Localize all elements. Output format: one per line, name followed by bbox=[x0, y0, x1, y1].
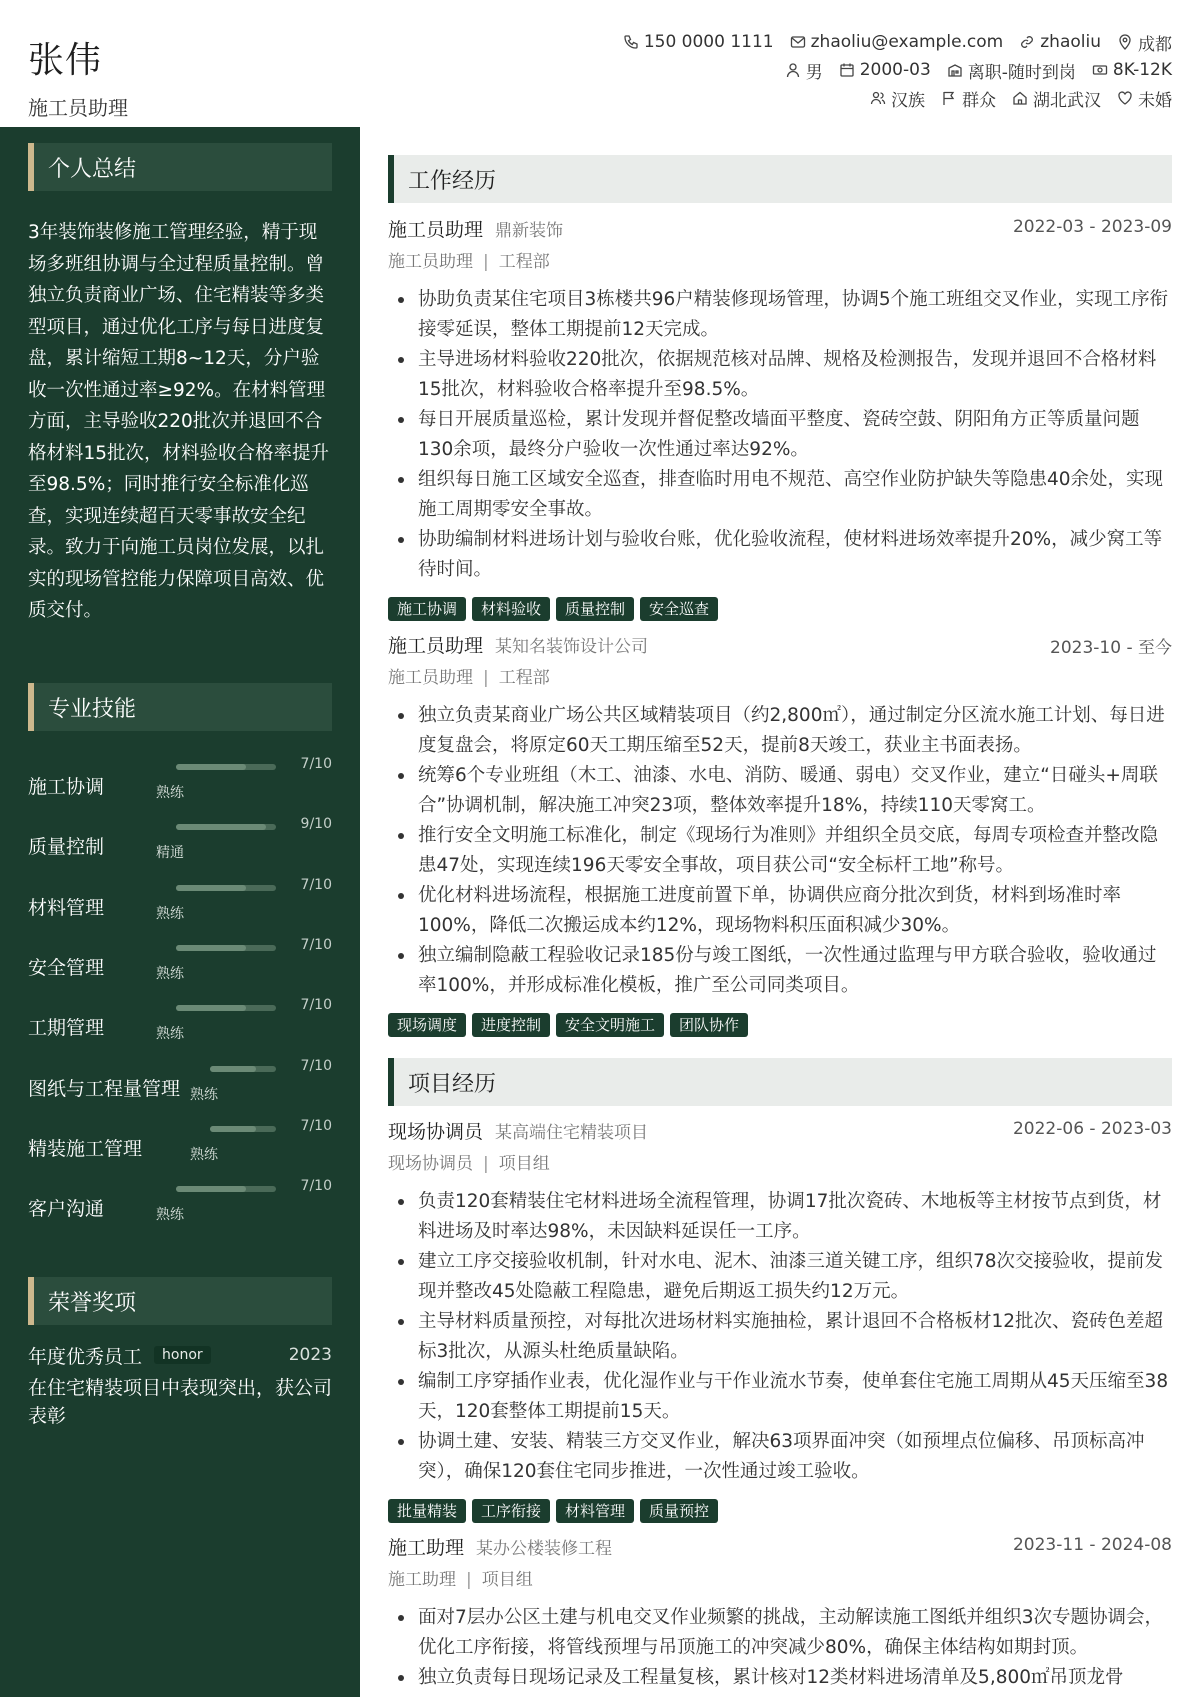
money-icon bbox=[1092, 62, 1108, 78]
building-icon bbox=[947, 62, 963, 78]
bullet-item: 负责120套精装住宅材料进场全流程管理，协调17批次瓷砖、木地板等主材按节点到货，材料进场及时率达98%，未因缺料延误任一工序。 bbox=[388, 1187, 1172, 1247]
bullet-item: 独立编制隐蔽工程验收记录185份与竣工图纸，一次性通过监理与甲方联合验收，验收通过率100%，并形成标准化模板，推广至公司同类项目。 bbox=[388, 941, 1172, 1001]
tag: 施工协调 bbox=[388, 597, 466, 621]
candidate-role: 施工员助理 bbox=[28, 96, 128, 120]
skill-name: 精装施工管理 bbox=[28, 1137, 143, 1160]
skill-level: 熟练 bbox=[190, 1086, 218, 1103]
calendar-icon bbox=[839, 62, 855, 78]
work-entry bbox=[388, 215, 1172, 621]
heart-icon bbox=[1117, 90, 1133, 106]
tag: 现场调度 bbox=[388, 1013, 466, 1037]
phone-icon bbox=[623, 34, 639, 50]
skill-name: 质量控制 bbox=[28, 836, 105, 859]
entry-header bbox=[388, 1533, 1172, 1563]
hometown: 湖北武汉 bbox=[1012, 86, 1101, 111]
contact-row bbox=[623, 56, 1172, 84]
skill-bar-fill bbox=[176, 885, 246, 891]
honor-year: 2023 bbox=[288, 1345, 332, 1365]
skill-bar bbox=[176, 824, 276, 830]
person-icon bbox=[785, 62, 801, 78]
tag: 材料验收 bbox=[472, 597, 550, 621]
entry-date: 2022-03 - 2023-09 bbox=[1012, 217, 1172, 237]
entry-title: 施工员助理 鼎新装饰 bbox=[388, 219, 564, 241]
summary-text: 3年装饰装修施工管理经验，精于现场多班组协调与全过程质量控制。曾独立负责商业广场、住宅精装等多类型项目，通过优化工序与每日进度复盘，累计缩短工期8~12天，分户验收一次性通过率≥92%。在材料管理方面，主导验收220批次并退回不合格材料15批次，材料验收合格率提升至98.5%；同时推行安全标准化巡查，实现连续超百天零事故安全纪录。致力于向施工员岗位发展，以扎实的现场管控能力保障项目高效、优质交付。 bbox=[28, 222, 330, 621]
bullet-item: 主导材料质量预控，对每批次进场材料实施抽检，累计退回不合格板材12批次、瓷砖色差超标3批次，从源头杜绝质量缺陷。 bbox=[388, 1307, 1172, 1367]
skill-level: 熟练 bbox=[190, 1146, 218, 1163]
skill-name: 客户沟通 bbox=[28, 1198, 105, 1221]
entry-subtitle: 施工员助理 | 工程部 bbox=[388, 252, 550, 272]
entry-organization: 某高端住宅精装项目 bbox=[495, 1123, 649, 1143]
project-entry bbox=[388, 1533, 1172, 1693]
skill-level: 熟练 bbox=[156, 905, 184, 922]
entry-date: 2022-06 - 2023-03 bbox=[1012, 1119, 1172, 1139]
birth-date: 2000-03 bbox=[839, 60, 931, 80]
skill-score: 7/10 bbox=[300, 936, 332, 953]
entry-header bbox=[388, 631, 1172, 661]
bullet-item: 推行安全文明施工标准化，制定《现场行为准则》并组织全员交底，每周专项检查并整改隐患47处，实现连续196天零安全事故，项目获公司“安全标杆工地”称号。 bbox=[388, 821, 1172, 881]
work-heading: 工作经历 bbox=[388, 155, 1172, 203]
candidate-name: 张伟 bbox=[28, 40, 103, 81]
project-entry bbox=[388, 1117, 1172, 1523]
job-status: 离职-随时到岗 bbox=[947, 58, 1076, 83]
skill-level: 精通 bbox=[156, 845, 184, 862]
skill-item bbox=[28, 873, 332, 933]
entry-bullets bbox=[388, 1603, 1172, 1693]
resume-header bbox=[0, 0, 1200, 127]
skill-item bbox=[28, 1114, 332, 1174]
bullet-item: 优化材料进场流程，根据施工进度前置下单，协调供应商分批次到货，材料到场准时率100%，降低二次搬运成本约12%，现场物料积压面积减少30%。 bbox=[388, 881, 1172, 941]
entry-tags bbox=[388, 1499, 1172, 1523]
skill-name: 图纸与工程量管理 bbox=[28, 1077, 181, 1100]
skill-bar-fill bbox=[210, 1126, 256, 1132]
tag: 工序衔接 bbox=[472, 1499, 550, 1523]
skill-bar bbox=[176, 1186, 276, 1192]
skill-item bbox=[28, 933, 332, 993]
bullet-item: 统筹6个专业班组（木工、油漆、水电、消防、暖通、弱电）交叉作业，建立“日碰头+周联合”协调机制，解决施工冲突23项，整体效率提升18%，持续110天零窝工。 bbox=[388, 761, 1172, 821]
skill-name: 安全管理 bbox=[28, 956, 105, 979]
skill-bar bbox=[210, 1066, 276, 1072]
summary-heading: 个人总结 bbox=[28, 143, 332, 191]
skill-level: 熟练 bbox=[156, 1207, 184, 1224]
entry-bullets bbox=[388, 285, 1172, 585]
entry-bullets bbox=[388, 701, 1172, 1001]
bullet-item: 主导进场材料验收220批次，依据规范核对品牌、规格及检测报告，发现并退回不合格材料15批次，材料验收合格率提升至98.5%。 bbox=[388, 345, 1172, 405]
honor-item bbox=[28, 1340, 332, 1370]
skill-item bbox=[28, 1174, 332, 1234]
skill-score: 7/10 bbox=[300, 1178, 332, 1195]
tag: 安全文明施工 bbox=[556, 1013, 664, 1037]
bullet-item: 协助编制材料进场计划与验收台账，优化验收流程，使材料进场效率提升20%，减少窝工等待时间。 bbox=[388, 525, 1172, 585]
bullet-item: 协调土建、安装、精装三方交叉作业，解决63项界面冲突（如预埋点位偏移、吊顶标高冲突），确保120套住宅同步推进，一次性通过竣工验收。 bbox=[388, 1427, 1172, 1487]
salary: 8K-12K bbox=[1092, 60, 1172, 80]
work-entry bbox=[388, 631, 1172, 1037]
skills-heading: 专业技能 bbox=[28, 683, 332, 731]
link-icon bbox=[1019, 34, 1035, 50]
entry-tags bbox=[388, 597, 1172, 621]
skill-bar bbox=[176, 945, 276, 951]
bullet-item: 独立负责某商业广场公共区域精装项目（约2,800㎡），通过制定分区流水施工计划、每日进度复盘会，将原定60天工期压缩至52天，提前8天竣工，获业主书面表扬。 bbox=[388, 701, 1172, 761]
entry-date: 2023-11 - 2024-08 bbox=[1012, 1535, 1172, 1555]
bullet-item: 编制工序穿插作业表，优化湿作业与干作业流水节奏，使单套住宅施工周期从45天压缩至38天，120套整体工期提前15天。 bbox=[388, 1367, 1172, 1427]
city: 成都 bbox=[1117, 30, 1172, 55]
tag: 团队协作 bbox=[670, 1013, 748, 1037]
skill-bar bbox=[176, 885, 276, 891]
skill-bar bbox=[176, 1005, 276, 1011]
tag: 材料管理 bbox=[556, 1499, 634, 1523]
skill-score: 7/10 bbox=[300, 1117, 332, 1134]
entry-header bbox=[388, 1117, 1172, 1147]
tag: 批量精装 bbox=[388, 1499, 466, 1523]
tag: 安全巡查 bbox=[640, 597, 718, 621]
sidebar bbox=[0, 127, 360, 1697]
tag: 质量预控 bbox=[640, 1499, 718, 1523]
location-icon bbox=[1117, 34, 1133, 50]
bullet-item: 面对7层办公区土建与机电交叉作业频繁的挑战，主动解读施工图纸并组织3次专题协调会，优化工序衔接，将管线预埋与吊顶施工的冲突减少80%，确保主体结构如期封顶。 bbox=[388, 1603, 1172, 1663]
home-icon bbox=[1012, 90, 1028, 106]
bullet-item: 组织每日施工区域安全巡查，排查临时用电不规范、高空作业防护缺失等隐患40余处，实现施工周期零安全事故。 bbox=[388, 465, 1172, 525]
entry-organization: 某知名装饰设计公司 bbox=[495, 637, 649, 657]
marital-status: 未婚 bbox=[1117, 86, 1172, 111]
skill-item bbox=[28, 993, 332, 1053]
skill-item bbox=[28, 752, 332, 812]
entry-title: 施工员助理 某知名装饰设计公司 bbox=[388, 635, 649, 657]
skill-score: 7/10 bbox=[300, 756, 332, 772]
skill-bar-fill bbox=[176, 1186, 246, 1192]
contact-row bbox=[623, 28, 1172, 56]
entry-tags bbox=[388, 1013, 1172, 1037]
contact-info bbox=[623, 28, 1172, 112]
projects-heading: 项目经历 bbox=[388, 1058, 1172, 1106]
skill-bar-fill bbox=[176, 764, 246, 770]
entry-subtitle: 施工员助理 | 工程部 bbox=[388, 668, 550, 688]
skill-bar-fill bbox=[176, 824, 266, 830]
ethnicity: 汉族 bbox=[870, 86, 925, 111]
skill-score: 7/10 bbox=[300, 1057, 332, 1074]
bullet-item: 独立负责每日现场记录及工程量复核，累计核对12类材料进场清单及5,800㎡吊顶龙骨 bbox=[388, 1663, 1172, 1693]
skill-level: 熟练 bbox=[156, 785, 184, 801]
entry-subtitle: 施工助理 | 项目组 bbox=[388, 1570, 533, 1590]
honors-heading: 荣誉奖项 bbox=[28, 1277, 332, 1325]
honor-name: 年度优秀员工 bbox=[28, 1345, 143, 1368]
tag: 质量控制 bbox=[556, 597, 634, 621]
entry-title: 施工助理 某办公楼装修工程 bbox=[388, 1537, 613, 1559]
skill-bar-fill bbox=[210, 1066, 256, 1072]
skill-bar bbox=[176, 764, 276, 770]
skill-score: 7/10 bbox=[300, 876, 332, 893]
skill-bar-fill bbox=[176, 1005, 246, 1011]
contact-row bbox=[623, 84, 1172, 112]
phone[interactable]: 150 0000 1111 bbox=[623, 32, 774, 52]
skill-bar bbox=[210, 1126, 276, 1132]
skill-level: 熟练 bbox=[156, 1026, 184, 1043]
political-status: 群众 bbox=[941, 86, 996, 111]
honor-description: 在住宅精装项目中表现突出，获公司表彰 bbox=[28, 1377, 333, 1427]
skill-item bbox=[28, 812, 332, 872]
skill-level: 熟练 bbox=[156, 965, 184, 982]
entry-header bbox=[388, 215, 1172, 245]
email[interactable]: zhaoliu@example.com bbox=[790, 32, 1004, 52]
people-icon bbox=[870, 90, 886, 106]
entry-organization: 某办公楼装修工程 bbox=[476, 1539, 613, 1559]
bullet-item: 每日开展质量巡检，累计发现并督促整改墙面平整度、瓷砖空鼓、阴阳角方正等质量问题130余项，最终分户验收一次性通过率达92%。 bbox=[388, 405, 1172, 465]
entry-organization: 鼎新装饰 bbox=[495, 221, 564, 241]
skill-item bbox=[28, 1054, 332, 1114]
bullet-item: 建立工序交接验收机制，针对水电、泥木、油漆三道关键工序，组织78次交接验收，提前发现并整改45处隐蔽工程隐患，避免后期返工损失约12万元。 bbox=[388, 1247, 1172, 1307]
honor-badge: honor bbox=[154, 1346, 211, 1364]
skill-name: 材料管理 bbox=[28, 896, 105, 919]
skill-name: 施工协调 bbox=[28, 776, 105, 798]
bullet-item: 协助负责某住宅项目3栋楼共96户精装修现场管理，协调5个施工班组交叉作业，实现工序衔接零延误，整体工期提前12天完成。 bbox=[388, 285, 1172, 345]
tag: 进度控制 bbox=[472, 1013, 550, 1037]
skill-bar-fill bbox=[176, 945, 246, 951]
flag-icon bbox=[941, 90, 957, 106]
skill-score: 7/10 bbox=[300, 997, 332, 1014]
entry-subtitle: 现场协调员 | 项目组 bbox=[388, 1154, 550, 1174]
skill-name: 工期管理 bbox=[28, 1017, 105, 1040]
mail-icon bbox=[790, 34, 806, 50]
gender: 男 bbox=[785, 58, 823, 83]
entry-title: 现场协调员 某高端住宅精装项目 bbox=[388, 1121, 649, 1143]
entry-date: 2023-10 - 至今 bbox=[1050, 638, 1172, 658]
skill-score: 9/10 bbox=[300, 816, 332, 833]
entry-bullets bbox=[388, 1187, 1172, 1487]
website[interactable]: zhaoliu bbox=[1019, 32, 1101, 52]
